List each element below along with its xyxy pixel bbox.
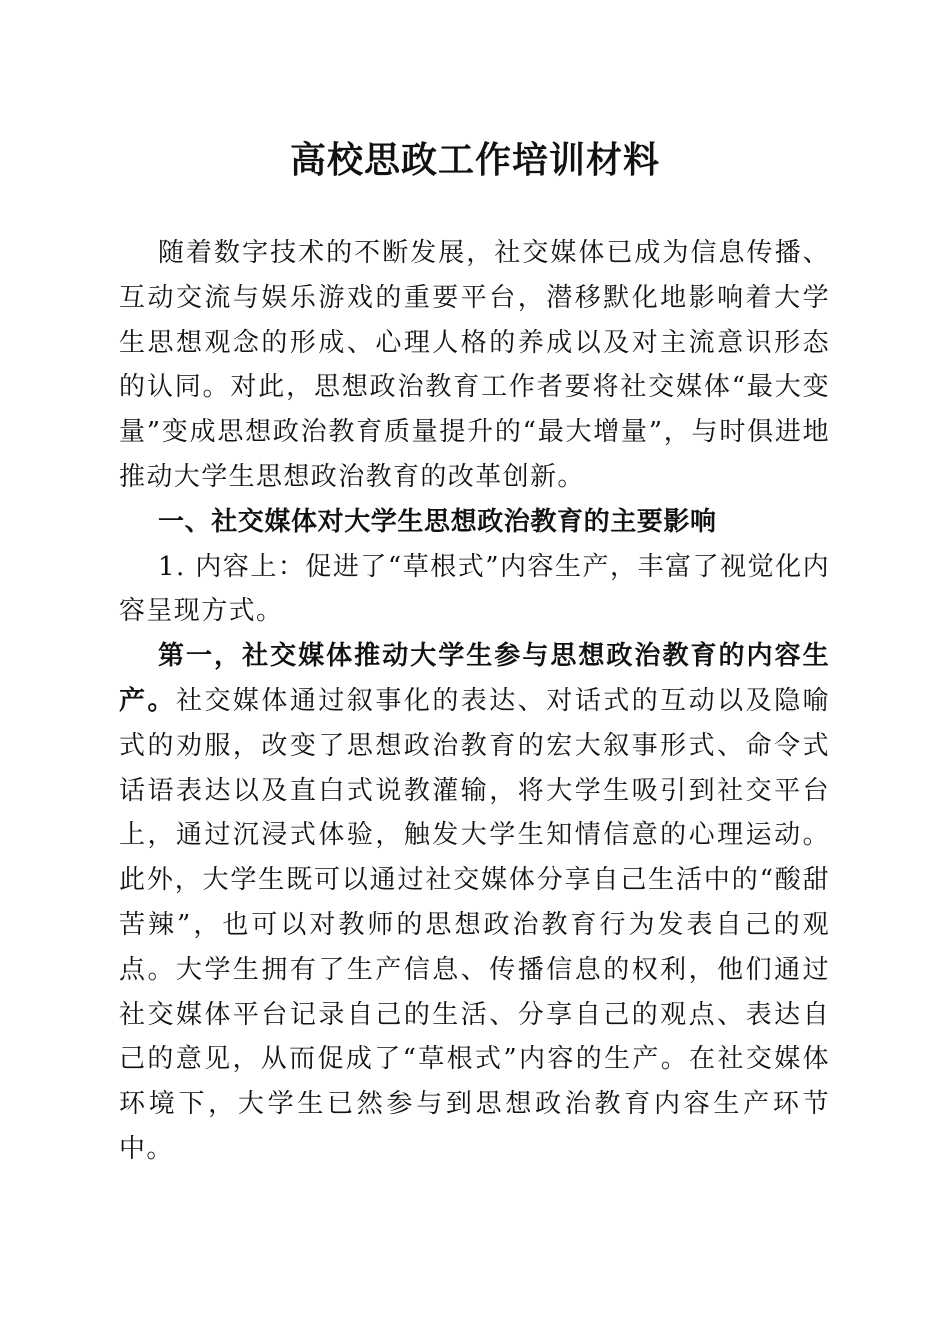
- paragraph-lead-sentence: 第一，社交媒体推动大学生参与思想政治教育的内容生产。: [119, 641, 830, 716]
- document-title: 高校思政工作培训材料: [289, 139, 660, 181]
- intro-paragraph: 随着数字技术的不断发展，社交媒体已成为信息传播、互动交流与娱乐游戏的重要平台，潜移默化地影响着大学生思想观念的形成、心理人格的养成以及对主流意识形态的认同。对此，思想政治教育工作者要将社交媒体“最大变量”变成思想政治教育质量提升的“最大增量”，与时俱进地推动大学生思想政治教育的改革创新。: [119, 238, 830, 492]
- subsection-heading: 1. 内容上：促进了“草根式”内容生产，丰富了视觉化内容呈现方式。: [119, 551, 830, 627]
- document-body: [119, 231, 830, 1172]
- section-heading: 一、社交媒体对大学生思想政治教育的主要影响: [158, 506, 717, 537]
- body-paragraph: [119, 634, 830, 1172]
- paragraph-body-text: 社交媒体通过叙事化的表达、对话式的互动以及隐喻式的劝服，改变了思想政治教育的宏大叙事形式、命令式话语表达以及直白式说教灌输，将大学生吸引到社交平台上，通过沉浸式体验，触发大学生知情信意的心理运动。此外，大学生既可以通过社交媒体分享自己生活中的“酸甜苦辣”，也可以对教师的思想政治教育行为发表自己的观点。大学生拥有了生产信息、传播信息的权利，他们通过社交媒体平台记录自己的生活、分享自己的观点、表达自己的意见，从而促成了“草根式”内容的生产。在社交媒体环境下，大学生已然参与到思想政治教育内容生产环节中。: [119, 685, 830, 1164]
